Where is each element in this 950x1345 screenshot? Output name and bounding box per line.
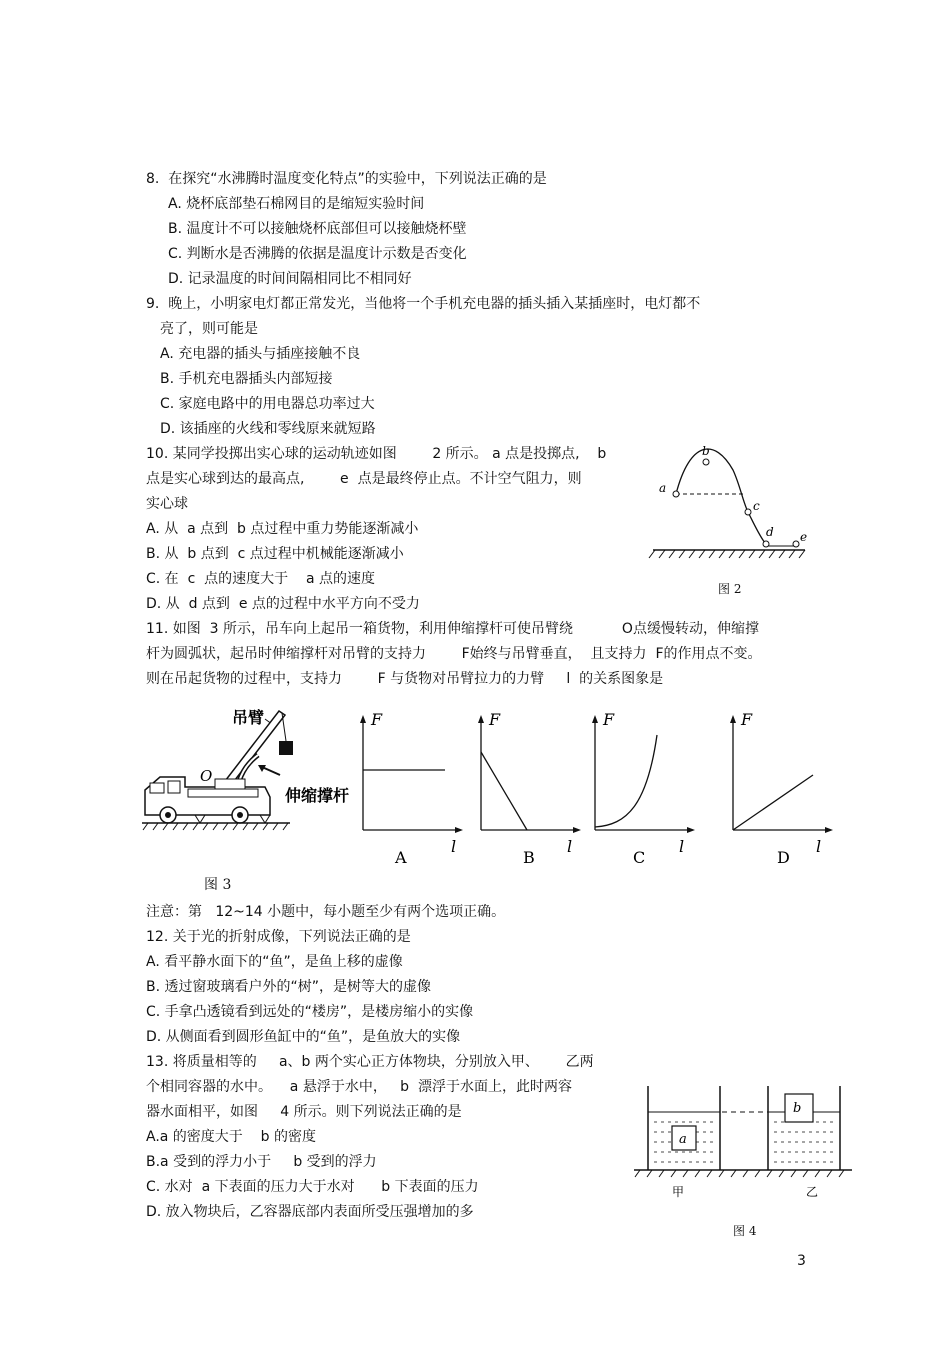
- graph-b-x-label: l: [567, 837, 573, 856]
- q13-option-a: A.a 的密度大于 b 的密度: [146, 1129, 316, 1145]
- figure-2-trajectory: [645, 440, 815, 570]
- q12-option-a: A. 看平静水面下的“鱼”，是鱼上移的虚像: [146, 954, 403, 970]
- q13-option-d: D. 放入物块后，乙容器底部内表面所受压强增加的多: [146, 1204, 474, 1220]
- figure-3-caption: 图 3: [204, 877, 232, 893]
- q12-option-d: D. 从侧面看到圆形鱼缸中的“鱼”，是鱼放大的实像: [146, 1029, 461, 1045]
- graph-c: [577, 705, 697, 875]
- q8-stem: 8. 在探究“水沸腾时温度变化特点”的实验中，下列说法正确的是: [146, 171, 547, 187]
- block-a-label: a: [679, 1132, 687, 1147]
- graph-b-letter: B: [523, 848, 535, 867]
- q9-option-d: D. 该插座的火线和零线原来就短路: [160, 421, 376, 437]
- q12-option-b: B. 透过窗玻璃看户外的“树”，是树等大的虚像: [146, 979, 432, 995]
- graph-d: [715, 705, 835, 875]
- q13-stem-line2: 个相同容器的水中。 a 悬浮于水中， b 漂浮于水面上，此时两容: [146, 1079, 572, 1095]
- point-e-label: e: [800, 530, 808, 544]
- page-number: 3: [797, 1253, 806, 1269]
- q10-option-b: B. 从 b 点到 c 点过程中机械能逐渐减小: [146, 546, 404, 562]
- q12-option-c: C. 手拿凸透镜看到远处的“楼房”，是楼房缩小的实像: [146, 1004, 474, 1020]
- q10-stem-line1: 10. 某同学投掷出实心球的运动轨迹如图 2 所示。 a 点是投掷点, b: [146, 446, 607, 462]
- pivot-o-label: O: [200, 767, 213, 785]
- q8-option-b: B. 温度计不可以接触烧杯底部但可以接触烧杯壁: [168, 221, 467, 237]
- multi-answer-note: 注意：第 12~14 小题中，每小题至少有两个选项正确。: [146, 904, 506, 920]
- graph-c-y-label: F: [603, 710, 615, 729]
- q10-option-c: C. 在 c 点的速度大于 a 点的速度: [146, 571, 376, 587]
- q11-stem-line2: 杆为圆弧状，起吊时伸缩撑杆对吊臂的支持力 F始终与吊臂垂直， 且支持力 F的作用点不变。: [146, 646, 762, 662]
- q10-stem-line3: 实心球: [146, 496, 188, 512]
- point-c-label: c: [753, 499, 760, 513]
- q11-stem-line3: 则在吊起货物的过程中，支持力 F 与货物对吊臂拉力的力臂 l 的关系图象是: [146, 671, 664, 687]
- q8-option-d: D. 记录温度的时间间隔相同比不相同好: [168, 271, 412, 287]
- container-yi-label: 乙: [806, 1185, 819, 1199]
- strut-label: 伸缩撑杆: [285, 786, 350, 805]
- q9-option-a: A. 充电器的插头与插座接触不良: [160, 346, 361, 362]
- q10-stem-line2: 点是实心球到达的最高点, e 点是最终停止点。不计空气阻力，则: [146, 471, 582, 487]
- q9-option-b: B. 手机充电器插头内部短接: [160, 371, 333, 387]
- graph-d-letter: D: [777, 848, 790, 867]
- point-d-label: d: [766, 525, 774, 539]
- graph-d-y-label: F: [741, 710, 753, 729]
- q8-option-c: C. 判断水是否沸腾的依据是温度计示数是否变化: [168, 246, 467, 262]
- figure-2-caption: 图 2: [718, 582, 742, 596]
- figure-4-caption: 图 4: [733, 1224, 757, 1238]
- graph-c-x-label: l: [679, 837, 685, 856]
- graph-a-letter: A: [395, 848, 407, 867]
- q13-stem-line1: 13. 将质量相等的 a、b 两个实心正方体物块，分别放入甲、 乙两: [146, 1054, 594, 1070]
- q9-option-c: C. 家庭电路中的用电器总功率过大: [160, 396, 375, 412]
- q9-stem-line2: 亮了，则可能是: [160, 321, 258, 337]
- q13-option-b: B.a 受到的浮力小于 b 受到的浮力: [146, 1154, 377, 1170]
- graph-d-x-label: l: [816, 837, 822, 856]
- boom-label: 吊臂: [232, 708, 265, 727]
- graph-a: [345, 705, 465, 875]
- point-b-label: b: [702, 444, 710, 458]
- q9-stem-line1: 9. 晚上，小明家电灯都正常发光，当他将一个手机充电器的插头插入某插座时，电灯都不: [146, 296, 701, 312]
- q10-option-a: A. 从 a 点到 b 点过程中重力势能逐渐减小: [146, 521, 419, 537]
- figure-4-containers: [630, 1078, 855, 1208]
- block-b-label: b: [793, 1101, 802, 1116]
- q13-option-c: C. 水对 a 下表面的压力大于水对 b 下表面的压力: [146, 1179, 479, 1195]
- graph-b-y-label: F: [489, 710, 501, 729]
- container-jia-label: 甲: [672, 1185, 685, 1199]
- q12-stem: 12. 关于光的折射成像，下列说法正确的是: [146, 929, 411, 945]
- q10-option-d: D. 从 d 点到 e 点的过程中水平方向不受力: [146, 596, 420, 612]
- q8-option-a: A. 烧杯底部垫石棉网目的是缩短实验时间: [168, 196, 425, 212]
- graph-c-letter: C: [633, 848, 646, 867]
- point-a-label: a: [659, 481, 667, 495]
- q13-stem-line3: 器水面相平，如图 4 所示。则下列说法正确的是: [146, 1104, 462, 1120]
- graph-a-y-label: F: [371, 710, 383, 729]
- graph-b: [463, 705, 583, 875]
- figure-3-crane: [140, 705, 365, 835]
- graph-a-x-label: l: [451, 837, 457, 856]
- q11-stem-line1: 11. 如图 3 所示，吊车向上起吊一箱货物，利用伸缩撑杆可使吊臂绕 O点缓慢转动，伸缩撑: [146, 621, 759, 637]
